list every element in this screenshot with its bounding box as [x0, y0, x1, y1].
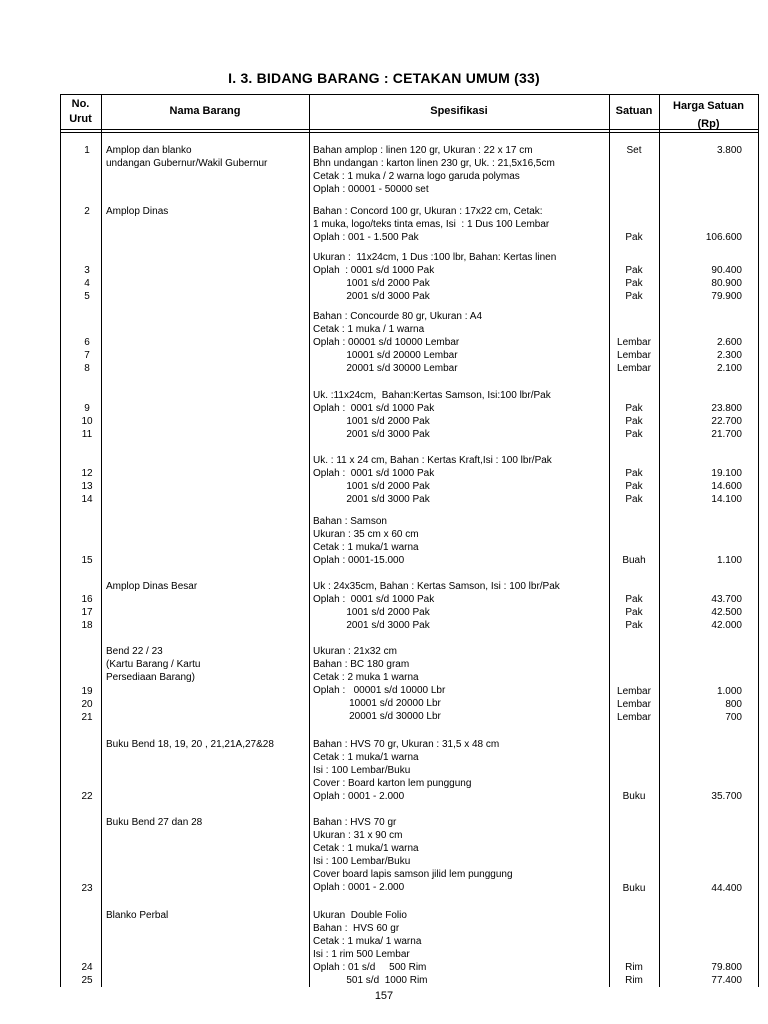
col-border-left [60, 94, 61, 987]
item-price: 3.800 [716, 145, 742, 156]
row-number: 24 25 [81, 962, 93, 986]
item-unit: Pak Pak Pak [625, 468, 643, 505]
item-price: 1.100 [716, 555, 742, 566]
col-border-satuan [659, 94, 660, 987]
row-number: 19 20 21 [81, 686, 93, 723]
item-unit: Lembar Lembar Lembar [617, 337, 651, 374]
header-spesifikasi: Spesifikasi [430, 105, 488, 117]
item-spec: Uk. : 11 x 24 cm, Bahan : Kertas Kraft,Isi : 100 lbr/Pak Oplah : 0001 s/d 1000 Pak 1001 s/d 2000 Pak 2001 s/d 3000 Pak [313, 455, 552, 505]
item-spec: Bahan : Concourde 80 gr, Ukuran : A4 Cetak : 1 muka / 1 warna Oplah : 00001 s/d 10000 Lembar 10001 s/d 20000 Lembar 20001 s/d 30000 Lembar [313, 311, 482, 374]
item-name: Amplop Dinas [106, 206, 169, 217]
header-harga-satuan: Harga Satuan (Rp) [673, 100, 744, 130]
item-unit: Pak Pak Pak [625, 403, 643, 440]
col-border-no [101, 94, 102, 987]
col-border-spesifikasi [609, 94, 610, 987]
row-number: 15 [81, 555, 93, 566]
item-unit: Pak [625, 232, 643, 243]
item-price: 43.700 42.500 42.000 [711, 594, 742, 631]
item-name: Bend 22 / 23 (Kartu Barang / Kartu Persediaan Barang) [106, 646, 201, 683]
item-spec: Bahan amplop : linen 120 gr, Ukuran : 22 x 17 cm Bhn undangan : karton linen 230 gr, Uk. : 21,5x16,5cm Cetak : 1 muka / 2 warna logo garuda polymas Oplah : 00001 - 50000 set [313, 145, 555, 195]
item-price: 44.400 [711, 883, 742, 894]
item-name: Amplop dan blanko undangan Gubernur/Wakil Gubernur [106, 145, 268, 169]
item-price: 2.600 2.300 2.100 [716, 337, 742, 374]
item-unit: Lembar Lembar Lembar [617, 686, 651, 723]
item-price: 90.400 80.900 79.900 [711, 265, 742, 302]
item-spec: Bahan : Concord 100 gr, Ukuran : 17x22 cm, Cetak: 1 muka, logo/teks tinta emas, Isi : 1 Dus 100 Lembar Oplah : 001 - 1.500 Pak [313, 206, 550, 243]
item-unit: Rim Rim [625, 962, 643, 986]
col-border-nama [309, 94, 310, 987]
item-spec: Uk : 24x35cm, Bahan : Kertas Samson, Isi : 100 lbr/Pak Oplah : 0001 s/d 1000 Pak 1001 s/d 2000 Pak 2001 s/d 3000 Pak [313, 581, 560, 631]
header-bottom-border [60, 129, 759, 130]
row-number: 9 10 11 [81, 403, 93, 440]
header-no-urut: No. Urut [69, 98, 92, 125]
table-top-border [60, 94, 759, 95]
item-unit: Pak Pak Pak [625, 265, 643, 302]
item-unit: Pak Pak Pak [625, 594, 643, 631]
item-unit: Set [626, 145, 642, 156]
col-border-right [758, 94, 759, 987]
header-bottom-border-double [60, 132, 759, 133]
item-name: Buku Bend 18, 19, 20 , 21,21A,27&28 [106, 739, 274, 750]
row-number: 22 [81, 791, 93, 802]
row-number: 12 13 14 [81, 468, 93, 505]
item-price: 1.000 800 700 [716, 686, 742, 723]
item-name: Amplop Dinas Besar [106, 581, 198, 592]
row-number: 23 [81, 883, 93, 894]
page-title: I. 3. BIDANG BARANG : CETAKAN UMUM (33) [228, 70, 540, 86]
header-nama-barang: Nama Barang [169, 105, 241, 117]
row-number: 2 [84, 206, 90, 217]
row-number: 1 [84, 145, 90, 156]
item-spec: Ukuran Double Folio Bahan : HVS 60 gr Cetak : 1 muka/ 1 warna Isi : 1 rim 500 Lembar Oplah : 01 s/d 500 Rim 501 s/d 1000 Rim [313, 910, 428, 986]
item-spec: Ukuran : 11x24cm, 1 Dus :100 lbr, Bahan: Kertas linen Oplah : 0001 s/d 1000 Pak 1001 s/d 2000 Pak 2001 s/d 3000 Pak [313, 252, 557, 302]
row-number: 6 7 8 [84, 337, 90, 374]
item-spec: Ukuran : 21x32 cm Bahan : BC 180 gram Cetak : 2 muka 1 warna Oplah : 00001 s/d 10000 Lbr 10001 s/d 20000 Lbr 20001 s/d 30000 Lbr [313, 646, 446, 722]
page-number: 157 [374, 990, 394, 1002]
item-unit: Buah [622, 555, 646, 566]
item-spec: Bahan : HVS 70 gr, Ukuran : 31,5 x 48 cm Cetak : 1 muka/1 warna Isi : 100 Lembar/Buku Cover : Board karton lem punggung Oplah : 0001 - 2.000 [313, 739, 500, 802]
item-spec: Uk. :11x24cm, Bahan:Kertas Samson, Isi:100 lbr/Pak Oplah : 0001 s/d 1000 Pak 1001 s/d 2000 Pak 2001 s/d 3000 Pak [313, 390, 551, 440]
row-number: 16 17 18 [81, 594, 93, 631]
item-name: Blanko Perbal [106, 910, 169, 921]
item-spec: Bahan : Samson Ukuran : 35 cm x 60 cm Cetak : 1 muka/1 warna Oplah : 0001-15.000 [313, 516, 419, 566]
item-price: 79.800 77.400 [711, 962, 742, 986]
row-number: 3 4 5 [84, 265, 90, 302]
header-satuan: Satuan [615, 105, 653, 117]
item-unit: Buku [622, 791, 646, 802]
item-price: 19.100 14.600 14.100 [711, 468, 742, 505]
item-spec: Bahan : HVS 70 gr Ukuran : 31 x 90 cm Cetak : 1 muka/1 warna Isi : 100 Lembar/Buku Cover board lapis samson jilid lem punggung Oplah : 0001 - 2.000 [313, 817, 513, 893]
item-name: Buku Bend 27 dan 28 [106, 817, 203, 828]
item-price: 35.700 [711, 791, 742, 802]
item-unit: Buku [622, 883, 646, 894]
item-price: 23.800 22.700 21.700 [711, 403, 742, 440]
item-price: 106.600 [705, 232, 742, 243]
